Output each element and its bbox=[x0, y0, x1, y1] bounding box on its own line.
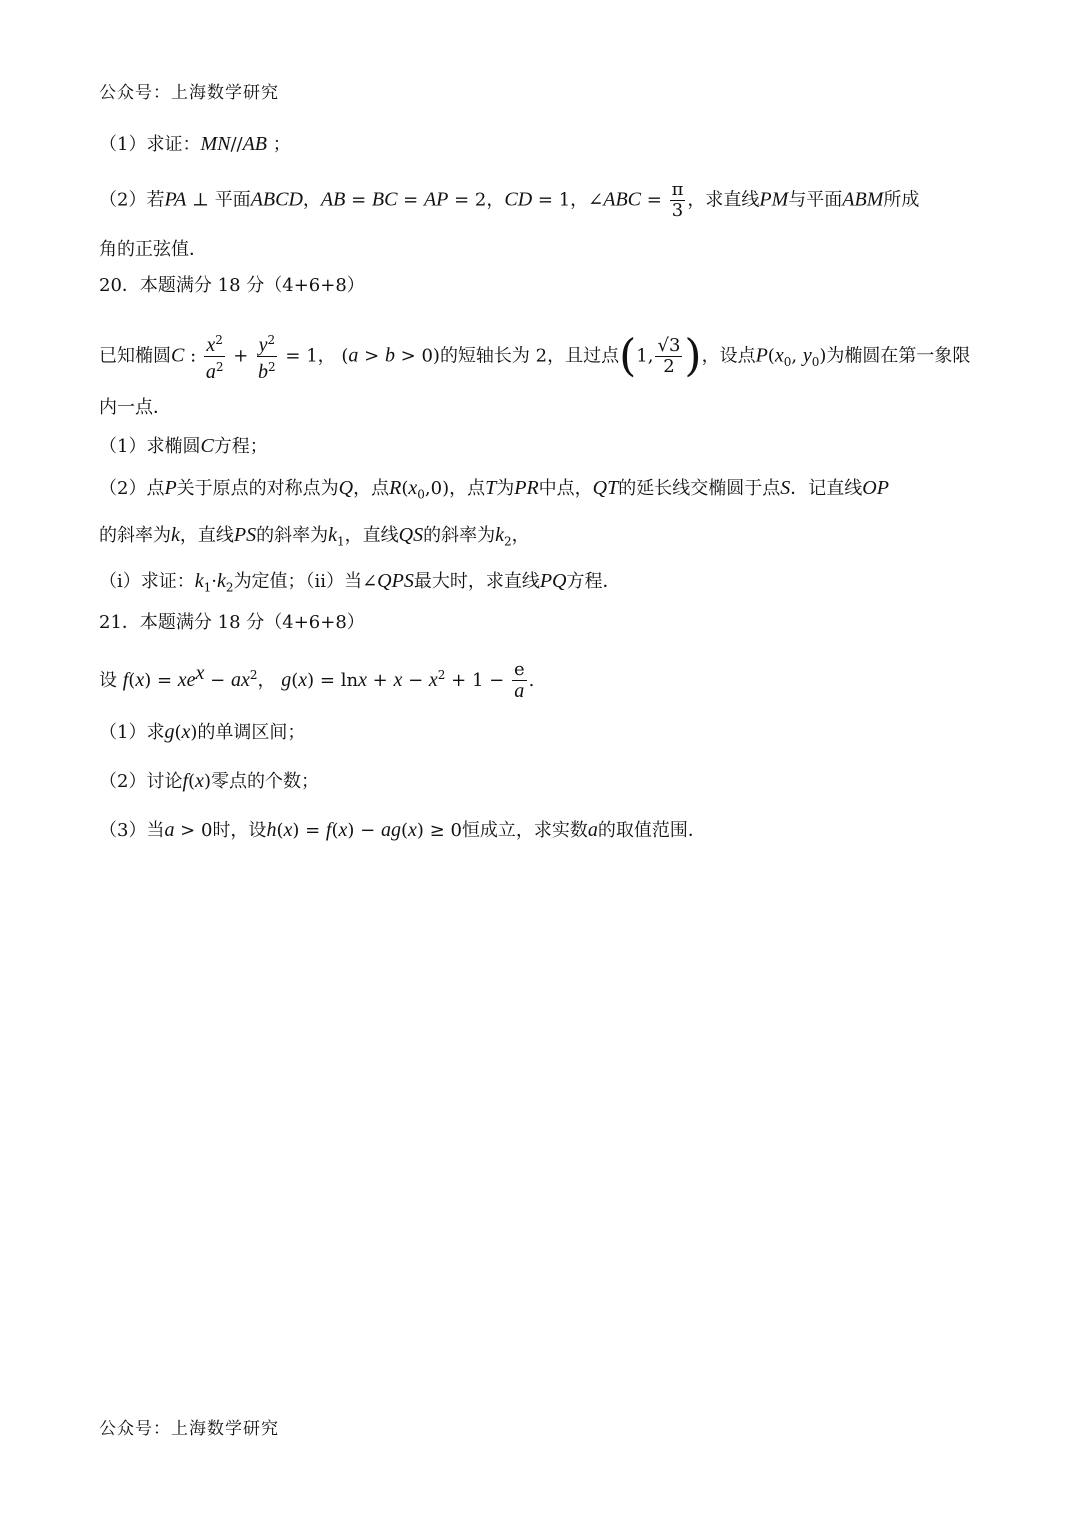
q21-header: 21．本题满分 18 分（4+6+8） bbox=[99, 612, 365, 633]
q21-part3: （3）当a > 0时，设h(x) = f(x) − ag(x) ≥ 0恒成立，求实数a的取值范围． bbox=[99, 819, 706, 841]
q20-part2-sub: （ⅰ）求证：$k_1\cdot k_2$为定值；（ⅱ）当∠QPS最大时，求直线PQ方程． bbox=[99, 570, 621, 595]
watermark-top: 公众号：上海数学研究 bbox=[99, 83, 279, 103]
q20-intro-cont: 内一点． bbox=[99, 397, 171, 418]
q20-part2: （2）点P关于原点的对称点为Q，点$R(x_0,0)$，点T为PR中点，QT的延长线交椭圆于点S．记直线OP bbox=[99, 477, 889, 502]
watermark-bottom: 公众号：上海数学研究 bbox=[99, 1419, 279, 1439]
q21-part2: （2）讨论f(x)零点的个数； bbox=[99, 770, 319, 792]
q20-part2-line2: 的斜率为k，直线PS的斜率为$k_1$，直线QS的斜率为$k_2$， bbox=[99, 524, 530, 549]
q19-part2: （2）若PA ⊥ 平面ABCD，AB = BC = AP = 2，CD = 1，∠ABC = $\frac{\pi}{3}$ ，求直线PM与平面ABM所成 bbox=[99, 179, 920, 221]
q21-intro: 设 $f(x) = xe^x - ax^2$， $g(x) = \ln x + x - x^2 + 1$ − $\frac{e}{a}$ . bbox=[99, 659, 535, 702]
q20-header: 20．本题满分 18 分（4+6+8） bbox=[99, 275, 365, 296]
q19-part1: （1）求证：MN//AB ； bbox=[99, 133, 291, 155]
q19-part2-cont: 角的正弦值． bbox=[99, 239, 207, 260]
q20-part1: （1）求椭圆C方程； bbox=[99, 435, 268, 457]
q19-part1-label: （1）求证： bbox=[99, 134, 201, 155]
q20-intro: 已知椭圆C : $\frac{x^2}{a^2}$ + $\frac{y^2}{b^2}$ = 1， (a > b > 0)的短轴长为 2，且过点(1, $\frac{√3}{2}$ )，设点$P(x_0$, $y_0$)为椭圆在第一象限 bbox=[99, 330, 971, 383]
q21-part1: （1）求g(x)的单调区间； bbox=[99, 721, 306, 743]
